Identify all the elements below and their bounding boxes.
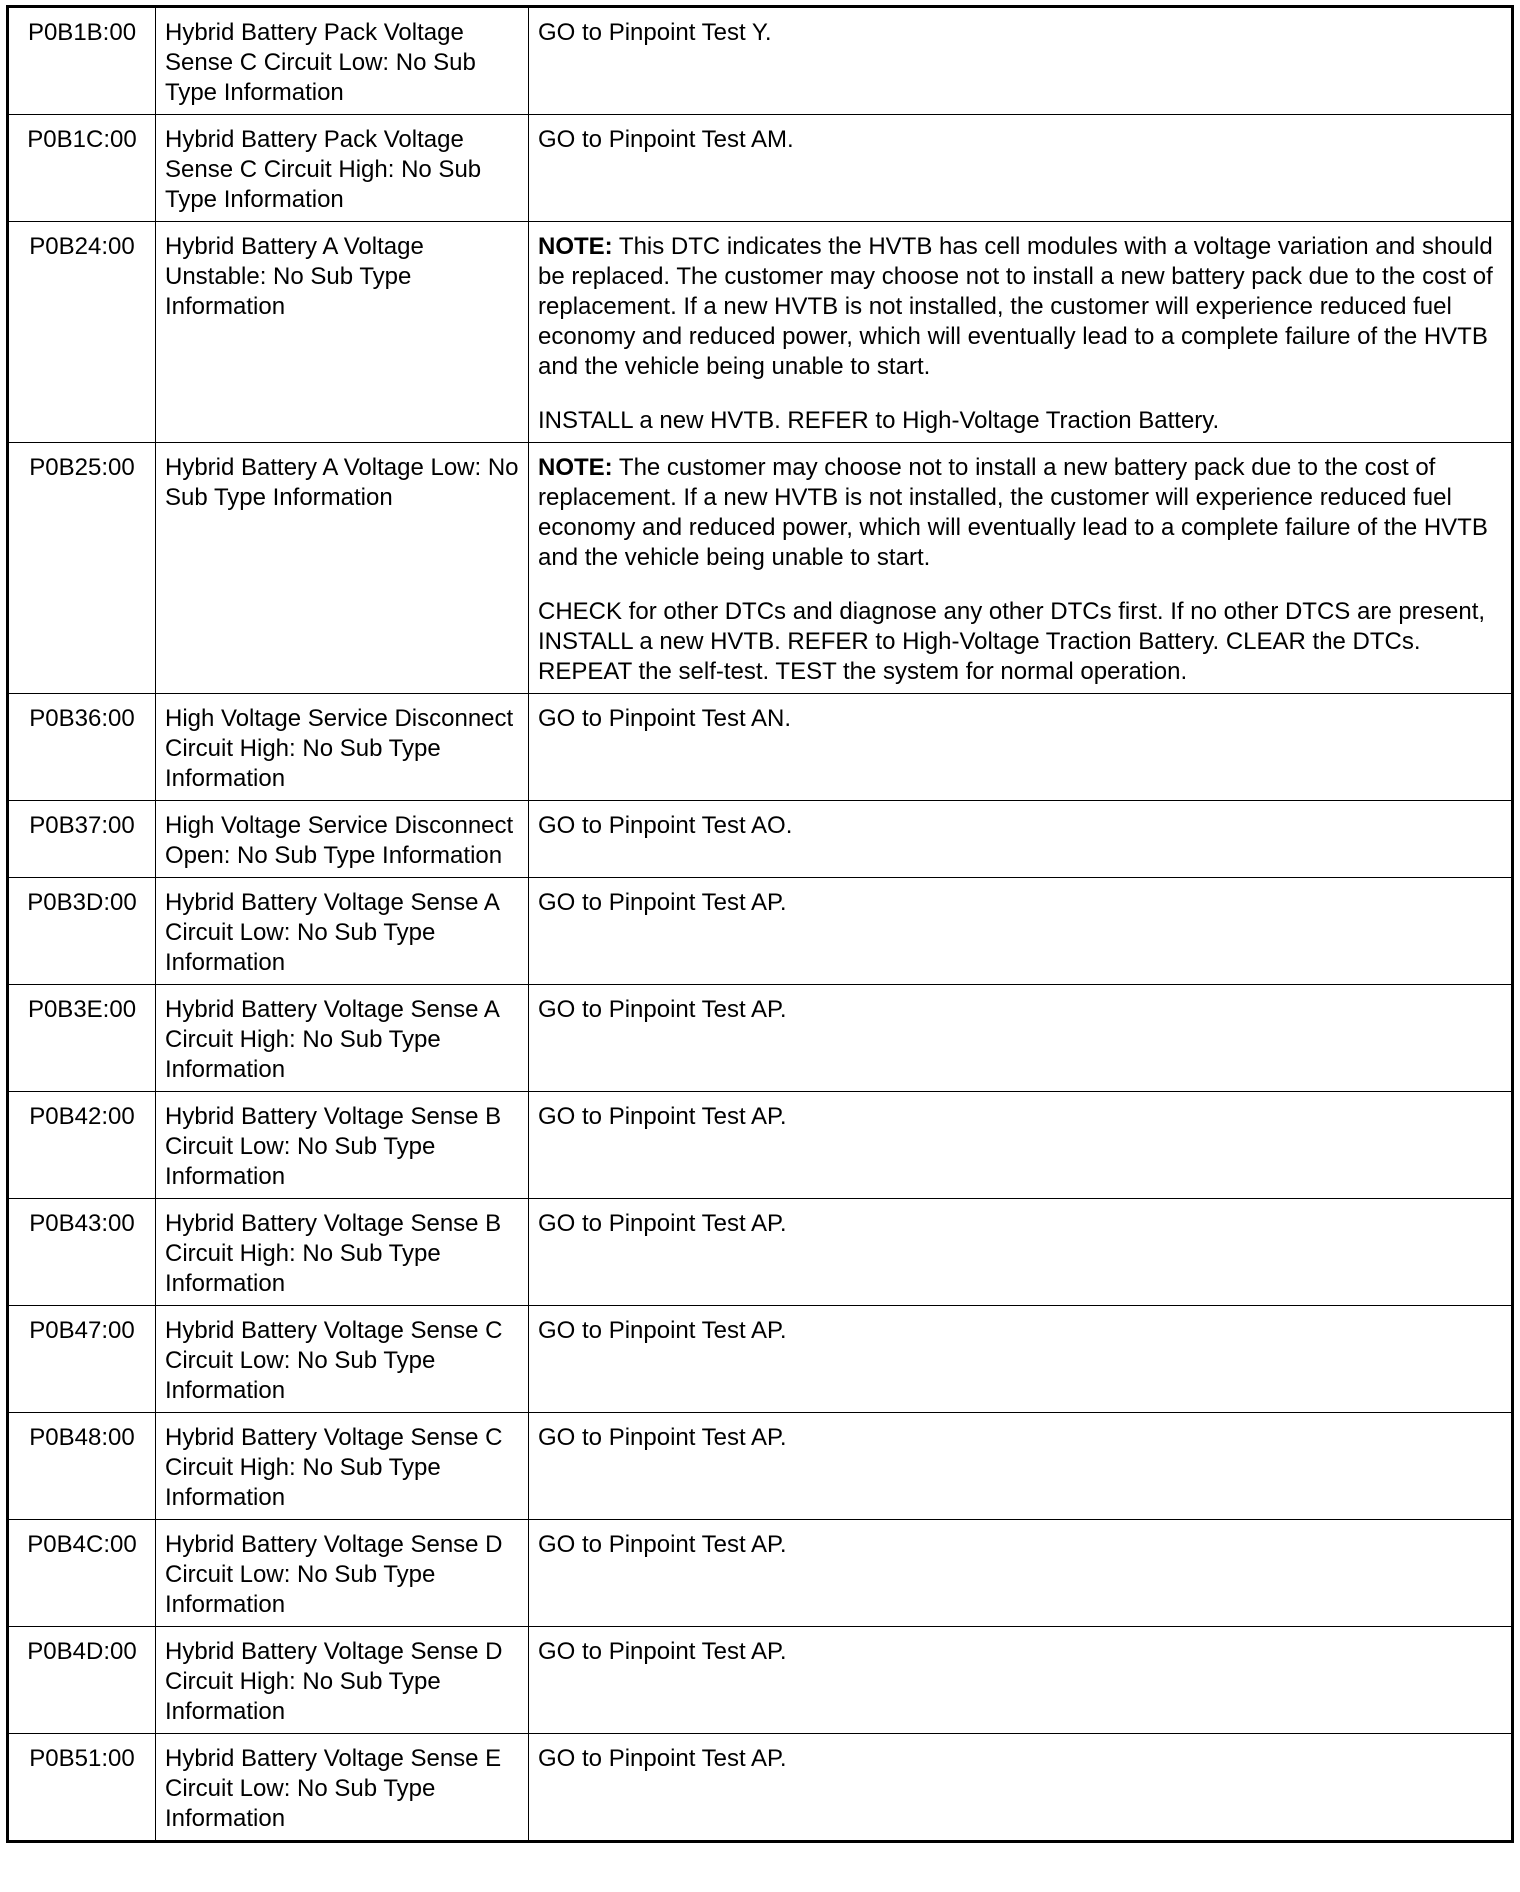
dtc-code: P0B3E:00 bbox=[8, 985, 156, 1092]
dtc-description: Hybrid Battery Voltage Sense E Circuit Low: No Sub Type Information bbox=[156, 1734, 529, 1842]
dtc-description: High Voltage Service Disconnect Circuit High: No Sub Type Information bbox=[156, 694, 529, 801]
table-row bbox=[8, 1627, 1513, 1734]
dtc-description: High Voltage Service Disconnect Open: No Sub Type Information bbox=[156, 801, 529, 878]
table-row bbox=[8, 1199, 1513, 1306]
table-row bbox=[8, 1734, 1513, 1842]
dtc-code: P0B42:00 bbox=[8, 1092, 156, 1199]
dtc-code: P0B43:00 bbox=[8, 1199, 156, 1306]
dtc-action bbox=[529, 1734, 1513, 1842]
action-text: GO to Pinpoint Test AP. bbox=[538, 889, 787, 916]
dtc-action bbox=[529, 1627, 1513, 1734]
dtc-action bbox=[529, 878, 1513, 985]
dtc-action bbox=[529, 7, 1513, 115]
action-text: GO to Pinpoint Test Y. bbox=[538, 19, 772, 46]
dtc-action bbox=[529, 115, 1513, 222]
note-text: This DTC indicates the HVTB has cell modules with a voltage variation and should be replaced. The customer may choose not to install a new battery pack due to the cost of replacement. If a new HVTB is not installed, the customer will experience reduced fuel economy and reduced power, which will eventually lead to a complete failure of the HVTB and the vehicle being unable to start. bbox=[538, 233, 1493, 380]
note-text: The customer may choose not to install a new battery pack due to the cost of replacement. If a new HVTB is not installed, the customer will experience reduced fuel economy and reduced power, which will eventually lead to a complete failure of the HVTB and the vehicle being unable to start. bbox=[538, 454, 1488, 571]
dtc-action bbox=[529, 694, 1513, 801]
dtc-description: Hybrid Battery Voltage Sense D Circuit Low: No Sub Type Information bbox=[156, 1520, 529, 1627]
action-text: GO to Pinpoint Test AP. bbox=[538, 1424, 787, 1451]
action-text: GO to Pinpoint Test AP. bbox=[538, 1531, 787, 1558]
dtc-description: Hybrid Battery Voltage Sense B Circuit High: No Sub Type Information bbox=[156, 1199, 529, 1306]
dtc-code: P0B4D:00 bbox=[8, 1627, 156, 1734]
table-row bbox=[8, 878, 1513, 985]
dtc-description: Hybrid Battery A Voltage Low: No Sub Type Information bbox=[156, 443, 529, 694]
dtc-code: P0B3D:00 bbox=[8, 878, 156, 985]
note-paragraph bbox=[538, 453, 1503, 573]
dtc-description: Hybrid Battery Voltage Sense D Circuit High: No Sub Type Information bbox=[156, 1627, 529, 1734]
dtc-code: P0B1C:00 bbox=[8, 115, 156, 222]
table-row bbox=[8, 801, 1513, 878]
dtc-action bbox=[529, 1520, 1513, 1627]
dtc-description: Hybrid Battery Pack Voltage Sense C Circuit Low: No Sub Type Information bbox=[156, 7, 529, 115]
dtc-action bbox=[529, 1306, 1513, 1413]
dtc-description: Hybrid Battery Voltage Sense A Circuit High: No Sub Type Information bbox=[156, 985, 529, 1092]
dtc-code: P0B1B:00 bbox=[8, 7, 156, 115]
table-row bbox=[8, 694, 1513, 801]
table-row bbox=[8, 1306, 1513, 1413]
dtc-code: P0B25:00 bbox=[8, 443, 156, 694]
note-label: NOTE: bbox=[538, 233, 613, 260]
dtc-action bbox=[529, 1199, 1513, 1306]
note-label: NOTE: bbox=[538, 454, 613, 481]
dtc-action bbox=[529, 801, 1513, 878]
dtc-code: P0B48:00 bbox=[8, 1413, 156, 1520]
dtc-code: P0B4C:00 bbox=[8, 1520, 156, 1627]
dtc-table bbox=[6, 5, 1514, 1843]
dtc-action bbox=[529, 1413, 1513, 1520]
table-row bbox=[8, 985, 1513, 1092]
dtc-description: Hybrid Battery Voltage Sense C Circuit Low: No Sub Type Information bbox=[156, 1306, 529, 1413]
table-row bbox=[8, 1520, 1513, 1627]
action-text: GO to Pinpoint Test AM. bbox=[538, 126, 794, 153]
table-row bbox=[8, 222, 1513, 443]
dtc-description: Hybrid Battery Voltage Sense B Circuit Low: No Sub Type Information bbox=[156, 1092, 529, 1199]
table-row bbox=[8, 1413, 1513, 1520]
dtc-action bbox=[529, 985, 1513, 1092]
table-row bbox=[8, 7, 1513, 115]
action-text: CHECK for other DTCs and diagnose any other DTCs first. If no other DTCS are present, INSTALL a new HVTB. REFER to High-Voltage Traction Battery. CLEAR the DTCs. REPEAT the self-test. TEST the system for normal operation. bbox=[538, 598, 1486, 685]
dtc-description: Hybrid Battery Pack Voltage Sense C Circuit High: No Sub Type Information bbox=[156, 115, 529, 222]
table-row bbox=[8, 115, 1513, 222]
dtc-action bbox=[529, 1092, 1513, 1199]
table-row bbox=[8, 443, 1513, 694]
dtc-code: P0B36:00 bbox=[8, 694, 156, 801]
action-text: GO to Pinpoint Test AP. bbox=[538, 996, 787, 1023]
dtc-code: P0B37:00 bbox=[8, 801, 156, 878]
note-paragraph bbox=[538, 232, 1503, 382]
table-row bbox=[8, 1092, 1513, 1199]
action-text: GO to Pinpoint Test AP. bbox=[538, 1745, 787, 1772]
dtc-code: P0B24:00 bbox=[8, 222, 156, 443]
action-text: GO to Pinpoint Test AP. bbox=[538, 1210, 787, 1237]
dtc-description: Hybrid Battery A Voltage Unstable: No Sub Type Information bbox=[156, 222, 529, 443]
dtc-code: P0B47:00 bbox=[8, 1306, 156, 1413]
dtc-description: Hybrid Battery Voltage Sense C Circuit High: No Sub Type Information bbox=[156, 1413, 529, 1520]
action-text: GO to Pinpoint Test AP. bbox=[538, 1317, 787, 1344]
dtc-code: P0B51:00 bbox=[8, 1734, 156, 1842]
action-text: GO to Pinpoint Test AP. bbox=[538, 1638, 787, 1665]
dtc-action bbox=[529, 443, 1513, 694]
action-text: INSTALL a new HVTB. REFER to High-Voltage Traction Battery. bbox=[538, 407, 1220, 434]
dtc-action bbox=[529, 222, 1513, 443]
action-text: GO to Pinpoint Test AP. bbox=[538, 1103, 787, 1130]
action-text: GO to Pinpoint Test AN. bbox=[538, 705, 792, 732]
action-text: GO to Pinpoint Test AO. bbox=[538, 812, 793, 839]
dtc-description: Hybrid Battery Voltage Sense A Circuit Low: No Sub Type Information bbox=[156, 878, 529, 985]
